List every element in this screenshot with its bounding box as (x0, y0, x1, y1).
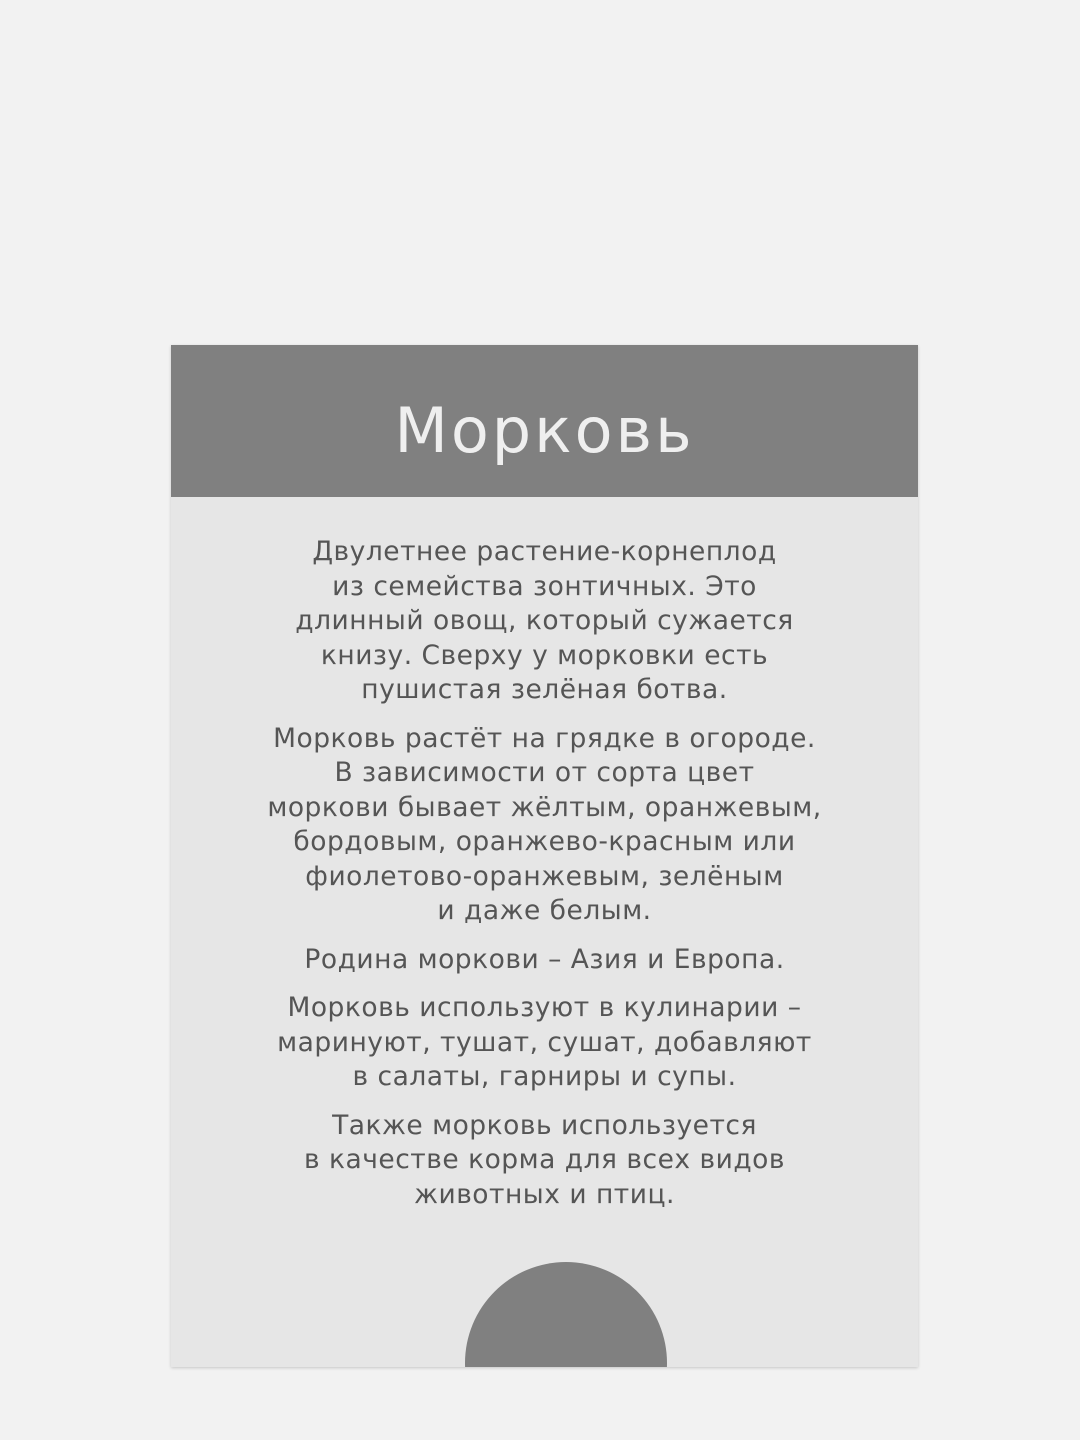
text-line: фиолетово-оранжевым, зелёным (305, 860, 784, 892)
decorative-half-circle (465, 1262, 667, 1367)
text-line: длинный овощ, который сужается (295, 605, 794, 636)
paragraph-cooking (201, 991, 888, 1095)
text-line: моркови бывает жёлтым, оранжевым, (267, 791, 822, 823)
text-line: В зависимости от сорта цвет (334, 757, 755, 788)
card-header (171, 345, 918, 497)
text-line: Морковь используют в кулинарии – (287, 992, 802, 1023)
text-line: животных и птиц. (414, 1178, 675, 1210)
text-line: в салаты, гарниры и супы. (352, 1061, 737, 1092)
paragraph-growth (201, 722, 888, 929)
card-body (201, 535, 888, 1226)
text-line: и даже белым. (437, 895, 652, 926)
fact-card (171, 345, 918, 1367)
text-line: пушистая зелёная ботва. (361, 674, 728, 705)
paragraph-origin (201, 943, 888, 978)
card-title: Морковь (394, 393, 695, 467)
text-line: в качестве корма для всех видов (303, 1144, 785, 1175)
text-line: книзу. Сверху у морковки есть (320, 639, 769, 671)
paragraph-feed (201, 1109, 888, 1213)
text-line: Морковь растёт на грядке в огороде. (273, 722, 816, 754)
text-line: Родина моркови – Азия и Европа. (304, 943, 785, 975)
paragraph-description (201, 535, 888, 708)
text-line: из семейства зонтичных. Это (332, 570, 757, 602)
text-line: бордовым, оранжево-красным или (293, 826, 796, 857)
text-line: маринуют, тушат, сушат, добавляют (277, 1026, 812, 1058)
text-line: Также морковь используется (332, 1109, 757, 1141)
text-line: Двулетнее растение-корнеплод (312, 536, 777, 567)
